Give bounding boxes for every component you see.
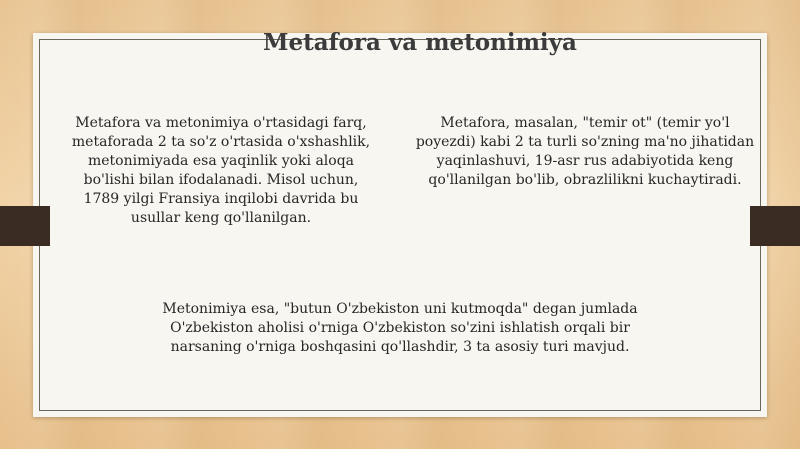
right-decorative-tab (750, 206, 800, 246)
slide-title: Metafora va metonimiya (263, 29, 577, 56)
paragraph-bottom: Metonimiya esa, "butun O'zbekiston uni kutmoqda" degan jumlada O'zbekiston aholisi o'rniga O'zbekiston so'zini ishlatish orqali bir narsaning o'rniga boshqasini qo'llashdir, 3 ta asosiy turi mavjud. (162, 301, 638, 355)
paragraph-right: Metafora, masalan, "temir ot" (temir yo'l poyezdi) kabi 2 ta turli so'zning ma'no jihatidan yaqinlashuvi, 19-asr rus adabiyotida keng qo'llanilgan bo'lib, obrazlilikni kuchaytiradi. (415, 115, 755, 188)
paragraph-left: Metafora va metonimiya o'rtasidagi farq, metaforada 2 ta so'z o'rtasida o'xshashlik, metonimiyada esa yaqinlik yoki aloqa bo'lishi bilan ifodalanadi. Misol uchun, 1789 yilgi Fransiya inqilobi davrida bu usullar keng qo'llanilgan. (71, 115, 371, 226)
left-decorative-tab (0, 206, 50, 246)
